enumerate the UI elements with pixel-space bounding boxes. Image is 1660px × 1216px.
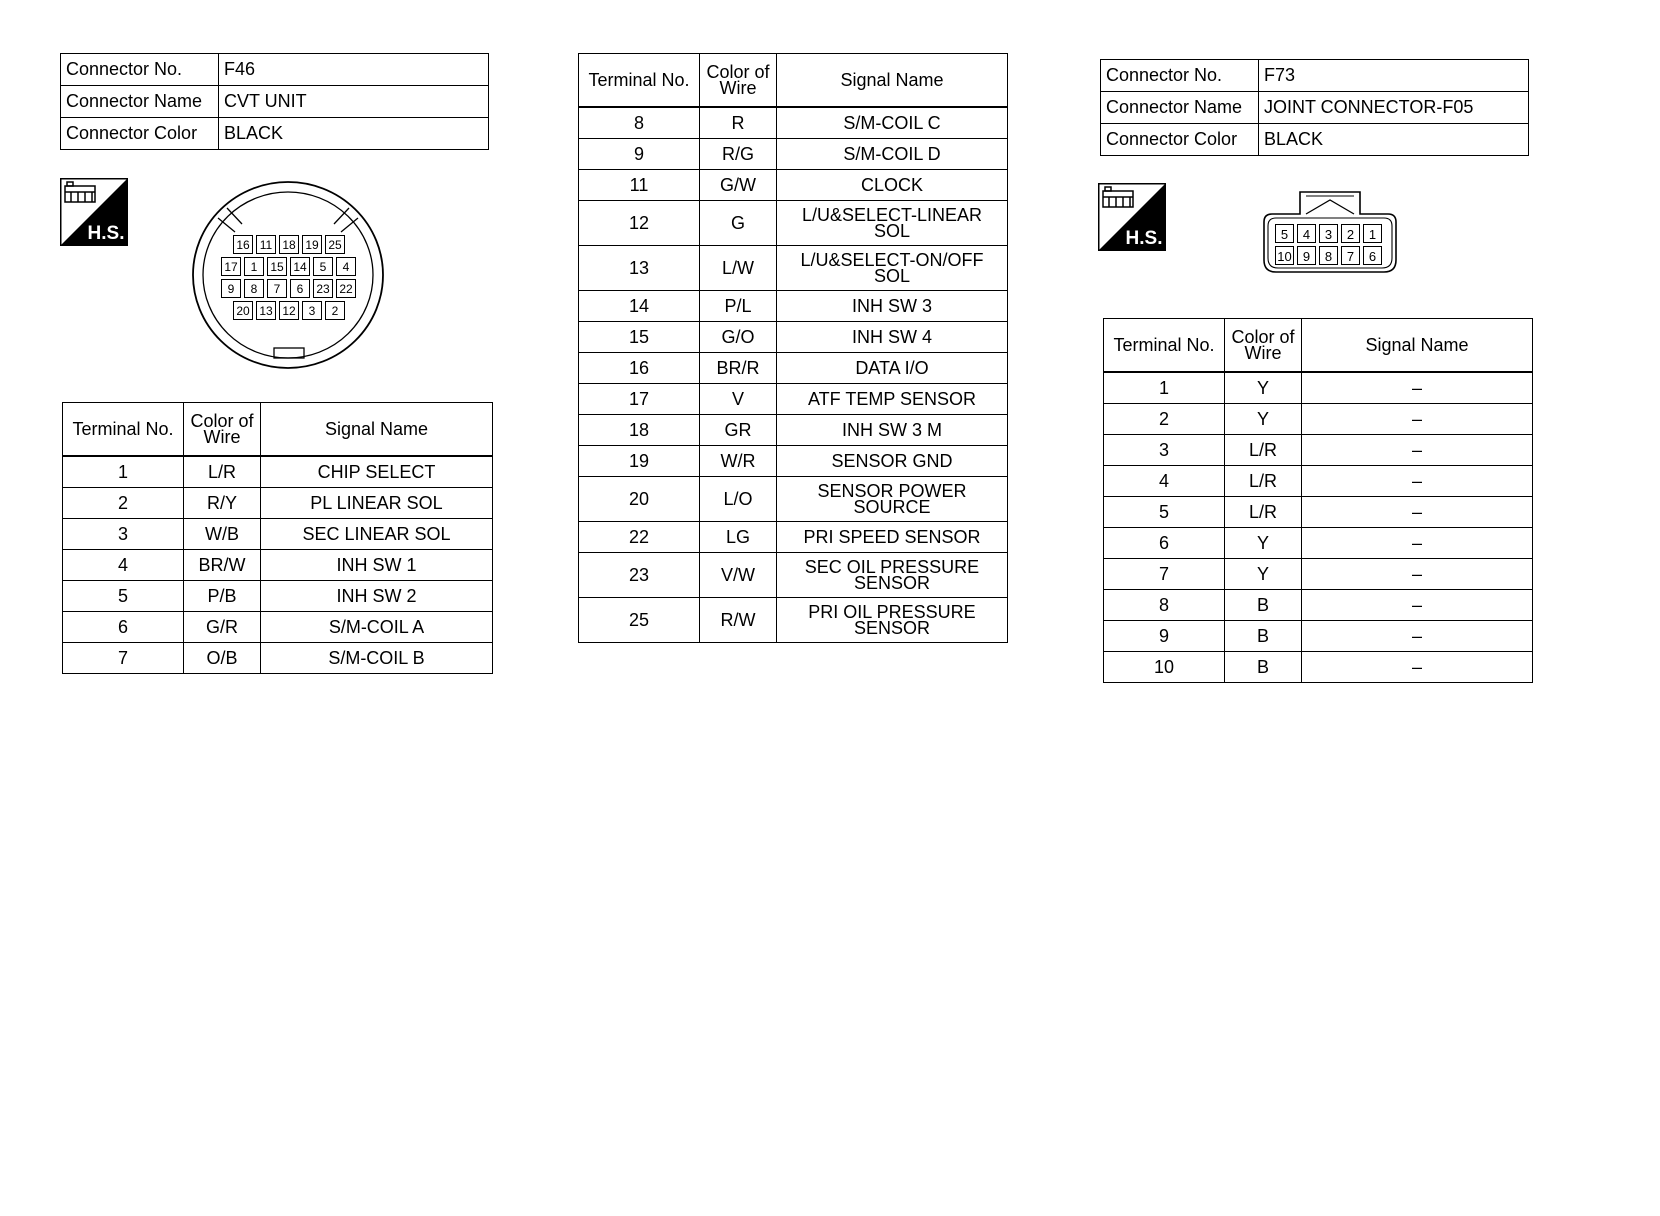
terminal-cell: 13 [579,246,700,291]
wire-color-cell: BR/R [700,353,777,384]
harness-side-badge [60,178,128,251]
info-label: Connector Name [61,86,219,118]
connector-pin: 23 [313,279,333,298]
signal-name-cell: SEC LINEAR SOL [261,519,493,550]
signal-name-cell: ATF TEMP SENSOR [777,384,1008,415]
table-row [1104,404,1533,435]
table-row [579,553,1008,598]
round-connector-outline [190,178,386,372]
table-row [63,456,493,488]
table-header [579,54,1008,108]
wire-color-cell: L/R [1225,435,1302,466]
connector-pin: 1 [244,257,264,276]
header-signal-name: Signal Name [1302,319,1533,373]
connector-f46-info-table [60,53,489,150]
table-row [1104,435,1533,466]
connector-pin: 25 [325,235,345,254]
table-row [579,598,1008,643]
wire-color-cell: R/G [700,139,777,170]
terminal-cell: 22 [579,522,700,553]
table-row [1104,372,1533,404]
wire-color-cell: R/Y [184,488,261,519]
signal-name-cell: – [1302,559,1533,590]
signal-name-cell: – [1302,652,1533,683]
connector-pin: 17 [221,257,241,276]
wire-color-cell: B [1225,652,1302,683]
table-row [1104,559,1533,590]
connector-pin: 13 [256,301,276,320]
connector-f46-diagram [190,178,386,372]
table-row [63,643,493,674]
connector-pin: 9 [1297,246,1316,265]
signal-name-cell: S/M-COIL A [261,612,493,643]
signal-name-cell: S/M-COIL B [261,643,493,674]
connector-pin: 4 [1297,224,1316,243]
wire-color-cell: G/O [700,322,777,353]
connector-color-value: BLACK [1259,124,1529,156]
terminal-cell: 5 [1104,497,1225,528]
header-terminal-no: Terminal No. [1104,319,1225,373]
signal-name-cell: – [1302,372,1533,404]
connector-f46-terminal-table-2 [578,53,1008,643]
header-terminal-no: Terminal No. [579,54,700,108]
connector-pin: 6 [1363,246,1382,265]
terminal-cell: 10 [1104,652,1225,683]
connector-pin: 19 [302,235,322,254]
terminal-cell: 3 [1104,435,1225,466]
terminal-cell: 4 [1104,466,1225,497]
table-row [579,415,1008,446]
connector-pin: 7 [267,279,287,298]
table-row [579,201,1008,246]
table-row [63,488,493,519]
connector-pin: 16 [233,235,253,254]
terminal-cell: 20 [579,477,700,522]
wire-color-cell: LG [700,522,777,553]
signal-name-cell: – [1302,466,1533,497]
signal-name-cell: – [1302,497,1533,528]
connector-icon [60,178,128,246]
connector-f73-terminal-table [1103,318,1533,683]
terminal-cell: 23 [579,553,700,598]
signal-name-cell: INH SW 3 [777,291,1008,322]
connector-name-value: CVT UNIT [219,86,489,118]
info-label: Connector No. [61,54,219,86]
wire-color-cell: L/R [1225,466,1302,497]
table-row [63,519,493,550]
connector-pin: 9 [221,279,241,298]
terminal-cell: 1 [63,456,184,488]
connector-pin: 4 [336,257,356,276]
wire-color-cell: BR/W [184,550,261,581]
table-row [579,477,1008,522]
terminal-cell: 16 [579,353,700,384]
table-header [63,403,493,457]
wire-color-cell: R/W [700,598,777,643]
connector-pin: 2 [325,301,345,320]
wire-color-cell: P/L [700,291,777,322]
wire-color-cell: G [700,201,777,246]
wire-color-cell: V [700,384,777,415]
terminal-cell: 14 [579,291,700,322]
table-row [1104,466,1533,497]
wire-color-cell: V/W [700,553,777,598]
wire-color-cell: Y [1225,372,1302,404]
header-color-of-wire: Color of Wire [184,403,261,457]
connector-f73-diagram [1262,190,1398,274]
table-row [579,246,1008,291]
wire-color-cell: G/R [184,612,261,643]
table-row [63,612,493,643]
connector-name-value: JOINT CONNECTOR-F05 [1259,92,1529,124]
signal-name-cell: L/U&SELECT-LINEAR SOL [777,201,1008,246]
table-row [579,522,1008,553]
hs-label: H.S. [1125,228,1163,249]
terminal-cell: 9 [579,139,700,170]
header-color-of-wire: Color of Wire [700,54,777,108]
connector-pin: 5 [313,257,333,276]
connector-pin: 2 [1341,224,1360,243]
connector-pin: 5 [1275,224,1294,243]
signal-name-cell: CHIP SELECT [261,456,493,488]
table-row [579,446,1008,477]
table-row [1104,590,1533,621]
terminal-cell: 8 [1104,590,1225,621]
signal-name-cell: L/U&SELECT-ON/OFF SOL [777,246,1008,291]
info-row [61,118,489,150]
connector-pin: 18 [279,235,299,254]
connector-pin: 7 [1341,246,1360,265]
wire-color-cell: Y [1225,528,1302,559]
terminal-cell: 2 [63,488,184,519]
header-color-of-wire: Color of Wire [1225,319,1302,373]
wire-color-cell: L/R [184,456,261,488]
terminal-cell: 9 [1104,621,1225,652]
terminal-cell: 6 [63,612,184,643]
harness-side-badge [1098,183,1166,256]
connector-pin: 1 [1363,224,1382,243]
table-row [579,107,1008,139]
table-row [579,139,1008,170]
table-row [579,170,1008,201]
terminal-cell: 6 [1104,528,1225,559]
connector-pin: 6 [290,279,310,298]
info-label: Connector No. [1101,60,1259,92]
header-terminal-no: Terminal No. [63,403,184,457]
info-row [61,54,489,86]
signal-name-cell: – [1302,528,1533,559]
signal-name-cell: – [1302,621,1533,652]
signal-name-cell: – [1302,435,1533,466]
info-row [1101,92,1529,124]
connector-f73-info-table [1100,59,1529,156]
signal-name-cell: PRI OIL PRESSURE SENSOR [777,598,1008,643]
terminal-cell: 12 [579,201,700,246]
table-row [1104,652,1533,683]
wire-color-cell: Y [1225,559,1302,590]
terminal-cell: 17 [579,384,700,415]
terminal-cell: 7 [1104,559,1225,590]
signal-name-cell: – [1302,404,1533,435]
connector-pin: 12 [279,301,299,320]
table-row [63,550,493,581]
signal-name-cell: INH SW 2 [261,581,493,612]
signal-name-cell: INH SW 4 [777,322,1008,353]
table-header [1104,319,1533,373]
connector-icon [1098,183,1166,251]
info-row [61,86,489,118]
connector-pin: 8 [244,279,264,298]
wire-color-cell: L/R [1225,497,1302,528]
signal-name-cell: S/M-COIL C [777,107,1008,139]
wire-color-cell: W/B [184,519,261,550]
terminal-cell: 25 [579,598,700,643]
table-row [1104,528,1533,559]
terminal-cell: 18 [579,415,700,446]
connector-pin: 20 [233,301,253,320]
info-row [1101,124,1529,156]
signal-name-cell: PL LINEAR SOL [261,488,493,519]
terminal-cell: 7 [63,643,184,674]
signal-name-cell: CLOCK [777,170,1008,201]
info-label: Connector Color [1101,124,1259,156]
wire-color-cell: Y [1225,404,1302,435]
wire-color-cell: B [1225,621,1302,652]
hs-label: H.S. [87,223,125,244]
connector-pin: 3 [1319,224,1338,243]
connector-pin: 15 [267,257,287,276]
table-row [579,291,1008,322]
wire-color-cell: G/W [700,170,777,201]
signal-name-cell: PRI SPEED SENSOR [777,522,1008,553]
connector-pin: 11 [256,235,276,254]
table-row [579,322,1008,353]
header-signal-name: Signal Name [261,403,493,457]
table-row [1104,497,1533,528]
table-row [579,353,1008,384]
connector-color-value: BLACK [219,118,489,150]
info-label: Connector Color [61,118,219,150]
info-label: Connector Name [1101,92,1259,124]
wire-color-cell: O/B [184,643,261,674]
signal-name-cell: DATA I/O [777,353,1008,384]
wire-color-cell: L/W [700,246,777,291]
connector-no-value: F46 [219,54,489,86]
terminal-cell: 3 [63,519,184,550]
signal-name-cell: INH SW 1 [261,550,493,581]
connector-f46-terminal-table-1 [62,402,493,674]
signal-name-cell: – [1302,590,1533,621]
wire-color-cell: P/B [184,581,261,612]
info-row [1101,60,1529,92]
terminal-cell: 8 [579,107,700,139]
wire-color-cell: GR [700,415,777,446]
connector-pin: 3 [302,301,322,320]
signal-name-cell: SEC OIL PRESSURE SENSOR [777,553,1008,598]
signal-name-cell: SENSOR POWER SOURCE [777,477,1008,522]
terminal-cell: 1 [1104,372,1225,404]
signal-name-cell: INH SW 3 M [777,415,1008,446]
terminal-cell: 19 [579,446,700,477]
wire-color-cell: W/R [700,446,777,477]
table-row [63,581,493,612]
signal-name-cell: SENSOR GND [777,446,1008,477]
connector-pin: 8 [1319,246,1338,265]
table-row [1104,621,1533,652]
header-signal-name: Signal Name [777,54,1008,108]
connector-pin: 22 [336,279,356,298]
wire-color-cell: L/O [700,477,777,522]
wire-color-cell: B [1225,590,1302,621]
terminal-cell: 11 [579,170,700,201]
terminal-cell: 4 [63,550,184,581]
table-row [579,384,1008,415]
terminal-cell: 2 [1104,404,1225,435]
connector-no-value: F73 [1259,60,1529,92]
terminal-cell: 5 [63,581,184,612]
signal-name-cell: S/M-COIL D [777,139,1008,170]
wire-color-cell: R [700,107,777,139]
terminal-cell: 15 [579,322,700,353]
connector-pin: 14 [290,257,310,276]
connector-pin: 10 [1275,246,1294,265]
